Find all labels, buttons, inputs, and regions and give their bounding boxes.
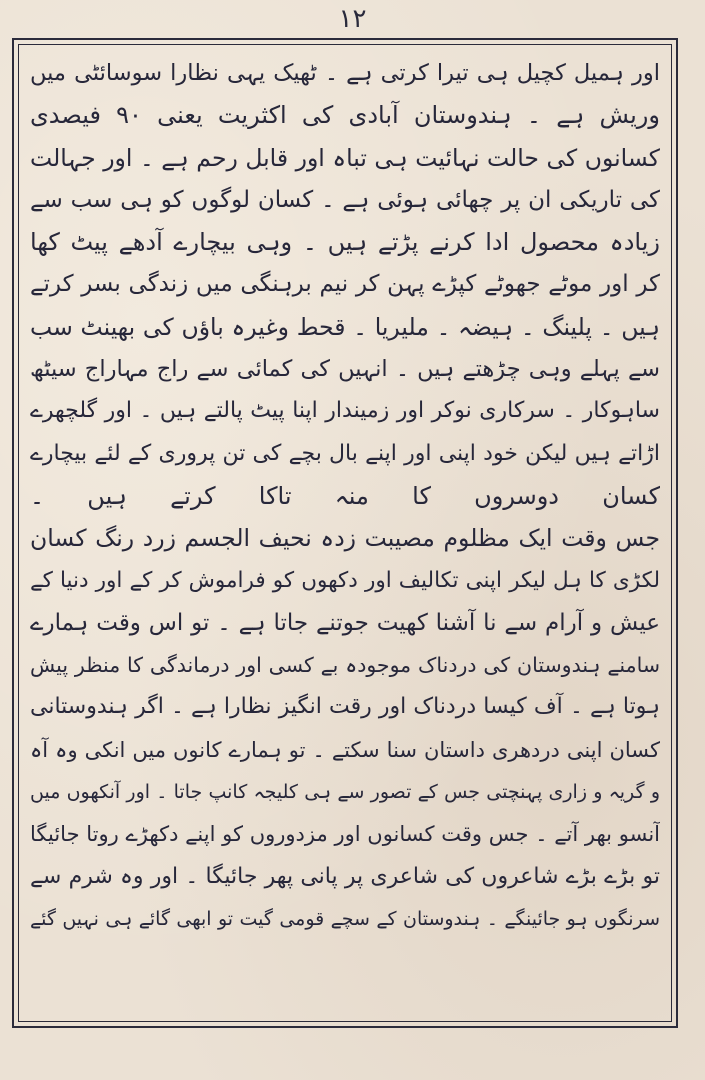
text-line: کسان اپنی دردھری داستان سنا سکتے ۔ تو ہمارے کانوں میں انکی وہ آہ bbox=[30, 737, 660, 762]
text-line: سرنگوں ہو جائینگے ۔ ہندوستان کے سچے قومی گیت تو ابھی گائے ہی نہیں گئے bbox=[30, 907, 660, 930]
text-line: لکڑی کا ہل لیکر اپنی تکالیف اور دکھوں کو فراموش کر کے اور دنیا کے bbox=[30, 567, 660, 593]
text-line: سے پہلے وہی چڑھتے ہیں ۔ انہیں کی کمائی سے راج مہاراج سیٹھ bbox=[30, 356, 660, 383]
text-line: عیش و آرام سے نا آشنا کھیت جوتنے جاتا ہے ۔ تو اس وقت ہمارے bbox=[30, 609, 660, 636]
text-line: زیادہ محصول ادا کرنے پڑتے ہیں ۔ وہی بیچارے آدھے پیٹ کھا bbox=[30, 228, 660, 257]
body-text bbox=[30, 52, 660, 1014]
text-line: کر اور موٹے جھوٹے کپڑے پہن کر نیم برہنگی میں زندگی بسر کرتے bbox=[30, 271, 660, 298]
text-line: اور ہمیل کچیل ہی تیرا کرتی ہے ۔ ٹھیک یہی نظارا سوسائٹی میں bbox=[30, 60, 660, 86]
text-line: ہیں ۔ پلینگ ۔ ہیضہ ۔ ملیریا ۔ قحط وغیرہ باؤں کی بھینٹ سب bbox=[30, 312, 660, 341]
text-line: کسانوں کی حالت نہائیت ہی تباہ اور قابل رحم ہے ۔ اور جہالت bbox=[30, 143, 660, 172]
text-line: ساہوکار ۔ سرکاری نوکر اور زمیندار اپنا پیٹ پالتے ہیں ۔ اور گلچھرے bbox=[30, 398, 660, 424]
text-line: ہوتا ہے ۔ آف کیسا دردناک اور رقت انگیز نظارا ہے ۔ اگر ہندوستانی bbox=[30, 694, 660, 720]
text-line: کی تاریکی ان پر چھائی ہوئی ہے ۔ کسان لوگوں کو ہی سب سے bbox=[30, 186, 660, 213]
text-line: تو بڑے بڑے شاعروں کی شاعری پر پانی پھر جائیگا ۔ اور وہ شرم سے bbox=[30, 863, 660, 889]
text-line: آنسو بھر آتے ۔ جس وقت کسانوں اور مزدوروں کو اپنے دکھڑے روتا جائیگا bbox=[30, 822, 660, 847]
text-line: وریش ہے ۔ ہندوستان آبادی کی اکثریت یعنی ۹۰ فیصدی bbox=[30, 101, 660, 130]
text-line: سامنے ہندوستان کی دردناک موجودہ بے کسی اور درماندگی کا منظر پیش bbox=[30, 653, 660, 678]
page-number: ۱۲ bbox=[338, 4, 367, 34]
text-line: اڑاتے ہیں لیکن خود اپنی اور اپنے بال بچے کی تن پروری کے لئے بیچارے bbox=[30, 440, 660, 466]
text-line: جس وقت ایک مظلوم مصیبت زدہ نحیف الجسم زرد رنگ کسان bbox=[30, 524, 660, 553]
text-line: و گریہ و زاری پہنچتی جس کے تصور سے ہی کلیجہ کانپ جاتا ۔ اور آنکھوں میں bbox=[30, 781, 660, 804]
text-line: کسان دوسروں کا منہ تاکا کرتے ہیں ۔ bbox=[30, 481, 660, 510]
